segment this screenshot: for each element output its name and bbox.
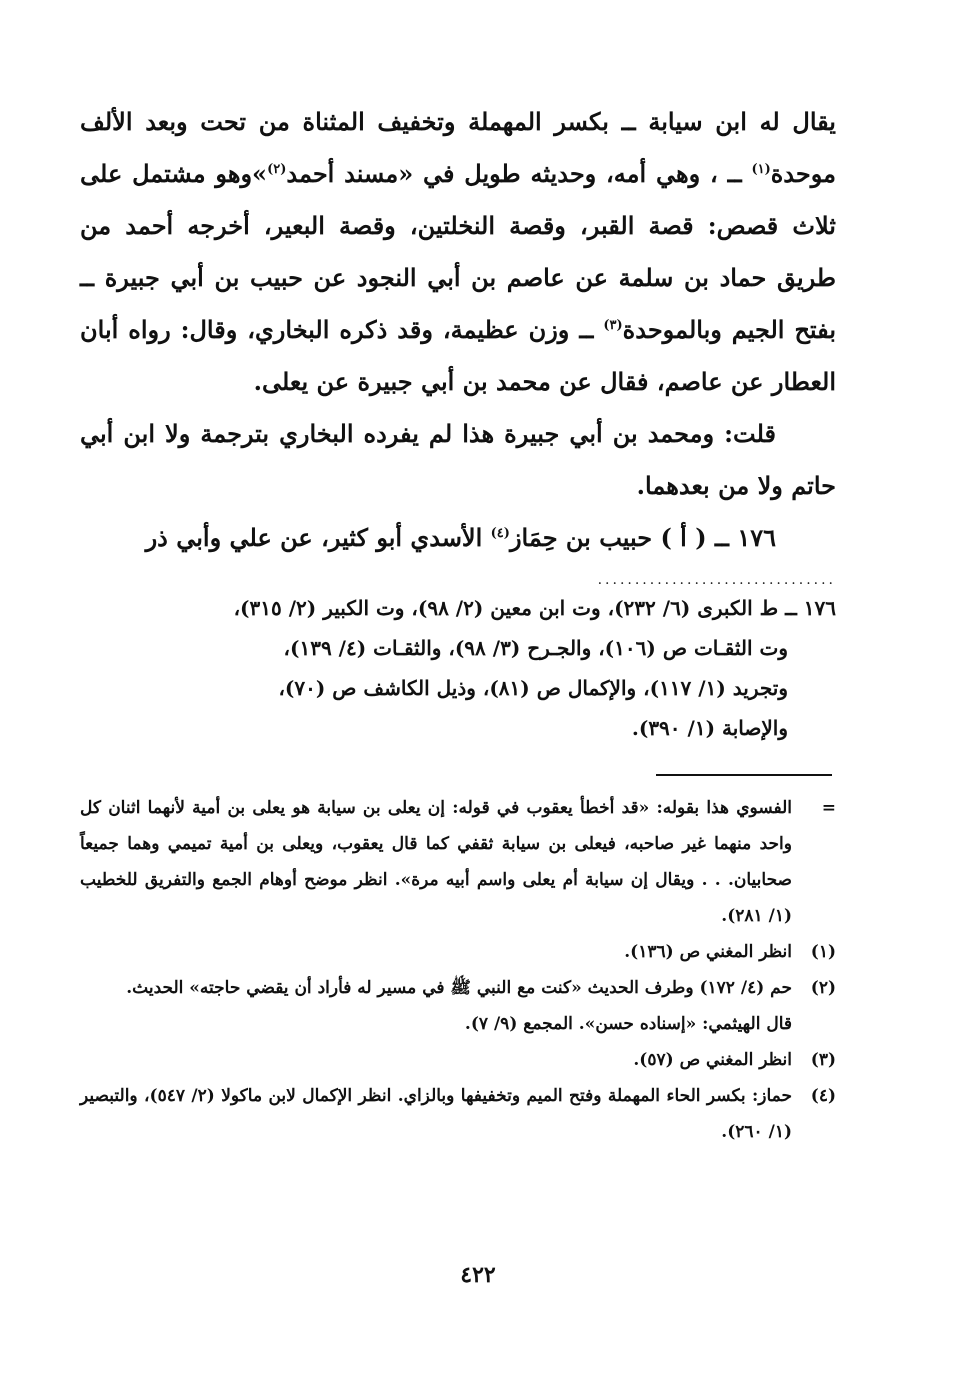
footnote-ref-3[interactable]: (٣)	[603, 318, 623, 333]
footnote-text: انظر المغني ص (١٣٦).	[624, 942, 792, 962]
footnote-number: (٢)	[810, 978, 836, 998]
bibliography-line-4: والإصابة (١/ ٣٩٠).	[631, 716, 788, 740]
footnote-text: انظر المغني ص (٥٧).	[633, 1050, 792, 1070]
footnote-body	[80, 970, 792, 1042]
footnote-number: (٤)	[810, 1086, 836, 1106]
paragraph-1-part-a: يقال له ابن سيابة ــ بكسر المهملة وتخفيف المثناة من تحت وبعد الألف موحدة	[80, 107, 836, 188]
paragraph-1-part-b: ــ ، وهي أمه، وحديثه طويل في «مسند أحمد	[286, 159, 752, 188]
footnote-continuation	[80, 790, 836, 934]
paragraph-1-part-c: »وهو مشتمل على ثلاث قصص: قصة القبر، وقصة النخلتين، وقصة البعير، أخرجه أحمد من طريق حماد بن سلمة عن عاصم بن أبي النجود عن حبيب بن أبي جبيرة ــ بفتح الجيم وبالموحدة	[80, 159, 837, 344]
dotted-separator: ................................	[598, 572, 836, 588]
bibliography-block	[80, 588, 836, 748]
bibliography-line-1: ١٧٦ ــ ط الكبرى (٦/ ٢٣٢)، وت ابن معين (٢/ ٩٨)، وت الكبير (٢/ ٣١٥)،	[233, 596, 836, 620]
entry-heading-part-a: ١٧٦ ــ ( أ ) حبيب بن حِمَاز	[509, 523, 776, 552]
footnote-2	[80, 970, 836, 1042]
paragraph-2: قلت: ومحمد بن أبي جبيرة هذا لم يفرده البخاري بترجمة ولا ابن أبي حاتم ولا من بعدهما.	[80, 419, 836, 500]
bibliography-line-2: وت الثقـات ص (١٠٦)، والجـرح (٣/ ٩٨)، والثقـات (٤/ ١٣٩)،	[283, 636, 788, 660]
footnote-4	[80, 1078, 836, 1150]
footnote-ref-4[interactable]: (٤)	[490, 526, 510, 541]
entry-heading-part-b: الأسدي أبو كثير، عن علي وأبي ذر	[145, 523, 491, 552]
footnote-1	[80, 934, 836, 970]
paragraph-1	[80, 96, 836, 408]
footnotes	[80, 790, 836, 1150]
footnote-number: (٣)	[810, 1050, 836, 1070]
main-text	[80, 96, 836, 564]
footnote-continuation-text: الفسوي هذا بقوله: «قد أخطأ يعقوب في قوله: إن يعلى بن سيابة هو يعلى بن أمية لأنهما اثنان كل واحد منهما غير صاحبه، فيعلى بن سيابة ثقفي كما قال يعقوب، ويعلى بن أمية تميمي وهما جميعاً صحابيان. . . ويقال إن سيابة أم يعلى واسم أبيه مرة». انظر موضح أوهام الجمع والتفريق للخطيب (١/ ٢٨١).	[80, 798, 792, 926]
footnote-rule	[656, 774, 832, 776]
footnote-number: (١)	[810, 942, 836, 962]
footnote-text: حم (٤/ ١٧٢) وطرف الحديث «كنت مع النبي ﷺ في مسير له فأراد أن يقضي حاجته» الحديث.	[126, 978, 792, 998]
bibliography-line-3: وتجريد (١/ ١١٧)، والإكمال ص (٨١)، وذيل الكاشف ص (٧٠)،	[278, 676, 788, 700]
footnote-text: حماز: بكسر الحاء المهملة وفتح الميم وتخفيفها وبالزاي. انظر الإكمال لابن ماكولا (٢/ ٥٤٧)، والتبصير (١/ ٢٦٠).	[80, 1086, 792, 1142]
entry-heading	[80, 512, 836, 564]
footnote-ref-2[interactable]: (٢)	[267, 162, 287, 177]
paragraph-1-part-d: ــ وزن عظيمة، وقد ذكره البخاري، وقال: رواه أبان العطار عن عاصم، فقال عن محمد بن أبي جبيرة عن يعلى.	[80, 315, 836, 396]
footnote-text-extra: قال الهيثمي: «إسناده حسن». المجمع (٩/ ٧).	[464, 1014, 792, 1034]
continuation-mark: =	[821, 798, 836, 818]
footnote-3	[80, 1042, 836, 1078]
page-number: ٤٢٢	[460, 1262, 496, 1288]
footnote-ref-1[interactable]: (١)	[751, 162, 771, 177]
